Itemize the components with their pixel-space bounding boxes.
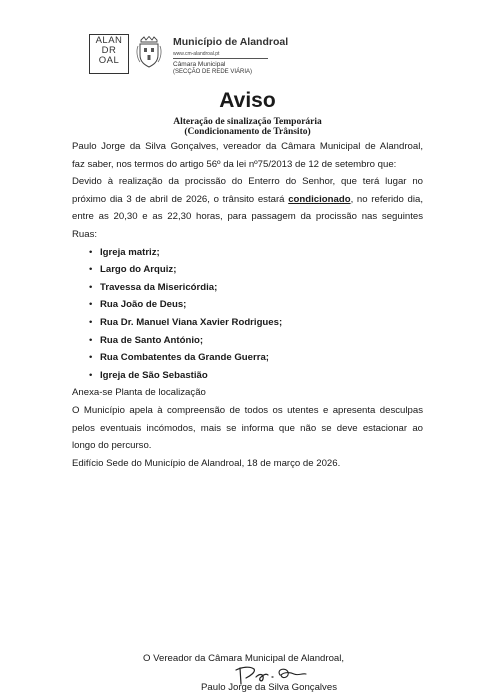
- signatory-role: O Vereador da Câmara Municipal de Alandroal,: [143, 653, 345, 664]
- closure-line: Devido à realização da procissão do Enterro do Senhor, que terá lugar no: [72, 176, 423, 188]
- signatory-name: Paulo Jorge da Silva Gonçalves: [201, 682, 337, 693]
- website-url: www.cm-alandroal.pt: [173, 51, 220, 57]
- apology-line: pelos eventuais incómodos, mais se informa que não se deve estacionar ao: [72, 422, 423, 434]
- notice-title: Aviso: [219, 89, 276, 112]
- municipality-logo: [89, 34, 129, 74]
- intro-line: faz saber, nos termos do artigo 56º da lei nº75/2013 de 12 de setembro que:: [72, 158, 397, 170]
- closure-text: próximo dia 3 de abril de 2026, o trânsito estará: [72, 193, 289, 205]
- closure-line: entre as 20,30 e as 22,30 horas, para passagem da procissão nas seguintes: [72, 211, 423, 223]
- street-item: • Largo do Arquiz;: [89, 261, 423, 279]
- place-date: Edifício Sede do Município de Alandroal, 18 de março de 2026.: [72, 457, 341, 469]
- street-item: • Rua João de Deus;: [89, 296, 423, 314]
- notice-subtitle: Alteração de sinalização Temporária: [173, 117, 322, 127]
- closure-line: [72, 191, 423, 209]
- council-name: Câmara Municipal: [173, 61, 226, 68]
- street-item: • Rua Combatentes da Grande Guerra;: [89, 349, 423, 367]
- street-item: • Travessa da Misericórdia;: [89, 279, 423, 297]
- closure-text: , no referido dia,: [350, 193, 423, 205]
- street-list: [72, 244, 423, 385]
- intro-paragraph: [72, 138, 423, 173]
- annex-note: Anexa-se Planta de localização: [72, 387, 206, 399]
- street-item: • Igreja matriz;: [89, 244, 423, 262]
- street-item: • Igreja de São Sebastião: [89, 367, 423, 385]
- logo-line: OAL: [98, 55, 120, 66]
- notice-subtitle-sub: (Condicionamento de Trânsito): [184, 127, 311, 137]
- closure-paragraph: [72, 173, 423, 243]
- apology-paragraph: [72, 402, 423, 455]
- apology-line: O Município apela à compreensão de todos os utentes e apresenta desculpas: [72, 404, 423, 416]
- conditioned-emphasis: condicionado: [288, 193, 351, 205]
- notice-body: [72, 138, 423, 472]
- section-name: (SECÇÃO DE REDE VIÁRIA): [173, 69, 253, 75]
- intro-line: Paulo Jorge da Silva Gonçalves, vereador da Câmara Municipal de Alandroal,: [72, 141, 423, 152]
- logo-line: ALAN: [95, 35, 123, 46]
- closure-line: Ruas:: [72, 228, 98, 240]
- apology-line: longo do percurso.: [72, 440, 152, 452]
- street-item: • Rua de Santo António;: [89, 332, 423, 350]
- street-item: • Rua Dr. Manuel Viana Xavier Rodrigues;: [89, 314, 423, 332]
- coat-of-arms-icon: [136, 36, 162, 68]
- logo-line: DR: [101, 45, 117, 56]
- header-divider: [173, 58, 268, 59]
- municipality-name: Município de Alandroal: [173, 36, 289, 48]
